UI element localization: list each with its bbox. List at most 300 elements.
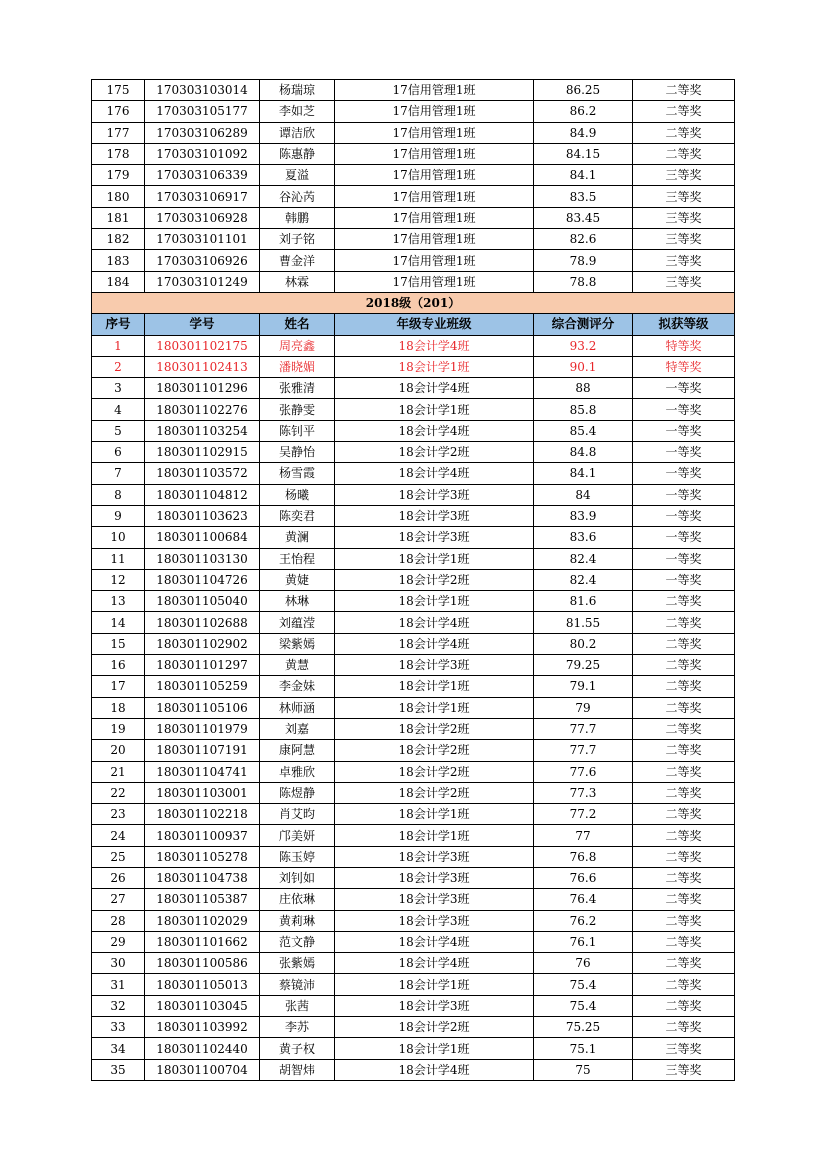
score-cell: 80.2 [534,633,633,654]
award-level-cell: 二等奖 [633,101,735,122]
score-cell: 79 [534,697,633,718]
name-cell: 庄依琳 [260,889,335,910]
score-cell: 75.1 [534,1038,633,1059]
table-row [92,356,735,377]
table-row [92,740,735,761]
student-id-cell: 180301104741 [145,761,260,782]
name-cell: 黄婕 [260,569,335,590]
table-row [92,548,735,569]
student-id-cell: 170303106928 [145,207,260,228]
name-cell: 谷沁芮 [260,186,335,207]
student-id-cell: 180301100586 [145,953,260,974]
seq-cell: 3 [92,378,145,399]
score-cell: 75.4 [534,995,633,1016]
award-table-body [92,80,735,1081]
award-level-cell: 二等奖 [633,974,735,995]
name-cell: 林琳 [260,591,335,612]
award-level-cell: 三等奖 [633,165,735,186]
seq-cell: 27 [92,889,145,910]
seq-cell: 21 [92,761,145,782]
award-level-cell: 二等奖 [633,782,735,803]
name-cell: 林霖 [260,271,335,292]
name-cell: 李苏 [260,1017,335,1038]
table-row [92,931,735,952]
class-cell: 18会计学3班 [335,910,534,931]
student-id-cell: 180301103045 [145,995,260,1016]
award-level-cell: 二等奖 [633,655,735,676]
student-id-cell: 180301107191 [145,740,260,761]
class-cell: 18会计学1班 [335,548,534,569]
table-row [92,442,735,463]
table-row [92,995,735,1016]
class-cell: 18会计学1班 [335,1038,534,1059]
name-cell: 周亮鑫 [260,335,335,356]
score-cell: 93.2 [534,335,633,356]
score-cell: 77.6 [534,761,633,782]
table-row [92,569,735,590]
score-cell: 81.55 [534,612,633,633]
name-cell: 胡智炜 [260,1059,335,1080]
score-cell: 84.1 [534,165,633,186]
table-row [92,867,735,888]
class-cell: 17信用管理1班 [335,143,534,164]
class-cell: 17信用管理1班 [335,165,534,186]
seq-cell: 26 [92,867,145,888]
table-row [92,846,735,867]
student-id-cell: 180301102029 [145,910,260,931]
award-level-cell: 二等奖 [633,995,735,1016]
score-cell: 83.5 [534,186,633,207]
award-level-cell: 二等奖 [633,80,735,101]
class-cell: 18会计学1班 [335,676,534,697]
seq-cell: 31 [92,974,145,995]
score-cell: 76 [534,953,633,974]
class-cell: 17信用管理1班 [335,250,534,271]
award-level-cell: 一等奖 [633,505,735,526]
table-row [92,122,735,143]
table-row [92,527,735,548]
award-level-cell: 二等奖 [633,143,735,164]
name-cell: 陈钊平 [260,420,335,441]
name-cell: 陈玉婷 [260,846,335,867]
student-id-cell: 170303106917 [145,186,260,207]
name-cell: 夏溢 [260,165,335,186]
name-cell: 刘钊如 [260,867,335,888]
name-cell: 梁紫嫣 [260,633,335,654]
student-id-cell: 180301103623 [145,505,260,526]
award-level-cell: 二等奖 [633,825,735,846]
student-id-header: 学号 [145,314,260,335]
name-cell: 林师涵 [260,697,335,718]
table-header-row [92,314,735,335]
class-cell: 18会计学4班 [335,633,534,654]
award-level-cell: 特等奖 [633,356,735,377]
score-cell: 84.9 [534,122,633,143]
name-cell: 陈惠静 [260,143,335,164]
student-id-cell: 180301105040 [145,591,260,612]
student-id-cell: 180301103130 [145,548,260,569]
class-cell: 18会计学4班 [335,378,534,399]
name-cell: 蔡镜沛 [260,974,335,995]
seq-cell: 35 [92,1059,145,1080]
student-id-cell: 180301102175 [145,335,260,356]
award-level-cell: 一等奖 [633,399,735,420]
student-id-cell: 180301105013 [145,974,260,995]
name-cell: 刘蕴滢 [260,612,335,633]
seq-cell: 2 [92,356,145,377]
table-row [92,229,735,250]
class-cell: 18会计学1班 [335,399,534,420]
student-id-cell: 180301102276 [145,399,260,420]
student-id-cell: 180301100684 [145,527,260,548]
student-id-cell: 180301102218 [145,804,260,825]
seq-cell: 180 [92,186,145,207]
score-cell: 75.25 [534,1017,633,1038]
student-id-cell: 180301104726 [145,569,260,590]
class-cell: 18会计学4班 [335,463,534,484]
score-cell: 76.8 [534,846,633,867]
seq-cell: 8 [92,484,145,505]
student-id-cell: 180301101297 [145,655,260,676]
seq-cell: 28 [92,910,145,931]
student-id-cell: 180301102902 [145,633,260,654]
table-row [92,804,735,825]
award-level-cell: 二等奖 [633,889,735,910]
section-title-row [92,292,735,313]
student-id-cell: 180301105278 [145,846,260,867]
student-id-cell: 180301105259 [145,676,260,697]
score-cell: 76.6 [534,867,633,888]
class-cell: 18会计学1班 [335,974,534,995]
seq-cell: 29 [92,931,145,952]
score-cell: 79.25 [534,655,633,676]
score-cell: 85.4 [534,420,633,441]
student-id-cell: 180301105106 [145,697,260,718]
seq-cell: 34 [92,1038,145,1059]
class-cell: 17信用管理1班 [335,80,534,101]
award-level-cell: 二等奖 [633,953,735,974]
table-row [92,271,735,292]
table-row [92,761,735,782]
seq-cell: 25 [92,846,145,867]
name-cell: 康阿慧 [260,740,335,761]
table-row [92,697,735,718]
class-cell: 17信用管理1班 [335,186,534,207]
name-cell: 陈煜静 [260,782,335,803]
section-title: 2018级（201） [92,292,735,313]
seq-cell: 176 [92,101,145,122]
score-cell: 75 [534,1059,633,1080]
name-cell: 刘子铭 [260,229,335,250]
seq-cell: 5 [92,420,145,441]
seq-cell: 16 [92,655,145,676]
class-header: 年级专业班级 [335,314,534,335]
seq-header: 序号 [92,314,145,335]
score-cell: 84.1 [534,463,633,484]
table-row [92,655,735,676]
name-cell: 曹金洋 [260,250,335,271]
seq-cell: 17 [92,676,145,697]
class-cell: 18会计学1班 [335,697,534,718]
award-level-cell: 特等奖 [633,335,735,356]
score-cell: 77.2 [534,804,633,825]
seq-cell: 19 [92,718,145,739]
name-cell: 吴静怡 [260,442,335,463]
seq-cell: 33 [92,1017,145,1038]
student-id-cell: 170303101249 [145,271,260,292]
name-cell: 李金妹 [260,676,335,697]
name-cell: 谭洁欣 [260,122,335,143]
score-cell: 75.4 [534,974,633,995]
table-row [92,1017,735,1038]
name-cell: 杨瑞琼 [260,80,335,101]
name-cell: 肖艾昀 [260,804,335,825]
award-level-cell: 二等奖 [633,718,735,739]
award-level-cell: 二等奖 [633,740,735,761]
award-level-cell: 三等奖 [633,1038,735,1059]
table-row [92,250,735,271]
class-cell: 18会计学2班 [335,442,534,463]
seq-cell: 181 [92,207,145,228]
seq-cell: 14 [92,612,145,633]
class-cell: 18会计学2班 [335,1017,534,1038]
award-level-cell: 二等奖 [633,867,735,888]
score-cell: 84.15 [534,143,633,164]
class-cell: 18会计学2班 [335,718,534,739]
name-cell: 张紫嫣 [260,953,335,974]
score-cell: 76.1 [534,931,633,952]
score-cell: 84.8 [534,442,633,463]
seq-cell: 184 [92,271,145,292]
name-cell: 李如芝 [260,101,335,122]
seq-cell: 7 [92,463,145,484]
award-level-cell: 二等奖 [633,846,735,867]
seq-cell: 18 [92,697,145,718]
name-header: 姓名 [260,314,335,335]
seq-cell: 175 [92,80,145,101]
name-cell: 杨雪霞 [260,463,335,484]
student-id-cell: 180301104738 [145,867,260,888]
class-cell: 18会计学2班 [335,740,534,761]
award-level-cell: 二等奖 [633,122,735,143]
seq-cell: 11 [92,548,145,569]
award-level-cell: 一等奖 [633,569,735,590]
seq-cell: 20 [92,740,145,761]
table-row [92,591,735,612]
award-level-cell: 一等奖 [633,548,735,569]
table-row [92,484,735,505]
student-id-cell: 180301102915 [145,442,260,463]
seq-cell: 22 [92,782,145,803]
table-row [92,889,735,910]
award-level-cell: 二等奖 [633,931,735,952]
class-cell: 18会计学1班 [335,591,534,612]
table-row [92,633,735,654]
score-cell: 84 [534,484,633,505]
class-cell: 17信用管理1班 [335,207,534,228]
student-id-cell: 170303106339 [145,165,260,186]
class-cell: 18会计学3班 [335,505,534,526]
table-row [92,186,735,207]
award-level-cell: 二等奖 [633,1017,735,1038]
score-cell: 88 [534,378,633,399]
score-header: 综合测评分 [534,314,633,335]
table-row [92,718,735,739]
table-row [92,143,735,164]
award-level-cell: 三等奖 [633,1059,735,1080]
score-cell: 83.6 [534,527,633,548]
table-row [92,378,735,399]
class-cell: 18会计学2班 [335,761,534,782]
table-row [92,676,735,697]
seq-cell: 9 [92,505,145,526]
class-cell: 18会计学4班 [335,612,534,633]
name-cell: 范文静 [260,931,335,952]
student-id-cell: 180301101979 [145,718,260,739]
table-row [92,974,735,995]
student-id-cell: 180301104812 [145,484,260,505]
student-id-cell: 170303106289 [145,122,260,143]
name-cell: 张茜 [260,995,335,1016]
class-cell: 18会计学4班 [335,931,534,952]
name-cell: 韩鹏 [260,207,335,228]
name-cell: 刘嘉 [260,718,335,739]
seq-cell: 13 [92,591,145,612]
class-cell: 17信用管理1班 [335,271,534,292]
score-cell: 83.9 [534,505,633,526]
name-cell: 张静雯 [260,399,335,420]
name-cell: 卓雅欣 [260,761,335,782]
name-cell: 黄子权 [260,1038,335,1059]
seq-cell: 10 [92,527,145,548]
award-level-cell: 一等奖 [633,378,735,399]
score-cell: 77 [534,825,633,846]
class-cell: 18会计学4班 [335,420,534,441]
seq-cell: 32 [92,995,145,1016]
student-id-cell: 180301101662 [145,931,260,952]
table-row [92,612,735,633]
class-cell: 18会计学4班 [335,335,534,356]
name-cell: 杨曦 [260,484,335,505]
table-row [92,165,735,186]
table-row [92,101,735,122]
award-level-cell: 二等奖 [633,676,735,697]
class-cell: 18会计学1班 [335,356,534,377]
class-cell: 18会计学3班 [335,995,534,1016]
table-row [92,335,735,356]
class-cell: 18会计学3班 [335,484,534,505]
class-cell: 18会计学3班 [335,867,534,888]
seq-cell: 178 [92,143,145,164]
score-cell: 82.4 [534,569,633,590]
table-row [92,399,735,420]
class-cell: 18会计学3班 [335,527,534,548]
student-id-cell: 170303103014 [145,80,260,101]
class-cell: 17信用管理1班 [335,122,534,143]
class-cell: 18会计学4班 [335,953,534,974]
class-cell: 18会计学4班 [335,1059,534,1080]
class-cell: 18会计学1班 [335,804,534,825]
student-id-cell: 180301100704 [145,1059,260,1080]
student-id-cell: 180301103254 [145,420,260,441]
name-cell: 黄慧 [260,655,335,676]
class-cell: 18会计学3班 [335,655,534,676]
award-table [91,79,735,1081]
score-cell: 77.7 [534,740,633,761]
award-level-cell: 三等奖 [633,229,735,250]
student-id-cell: 180301100937 [145,825,260,846]
seq-cell: 30 [92,953,145,974]
table-row [92,1059,735,1080]
award-level-cell: 二等奖 [633,697,735,718]
score-cell: 79.1 [534,676,633,697]
score-cell: 81.6 [534,591,633,612]
class-cell: 18会计学2班 [335,569,534,590]
student-id-cell: 180301101296 [145,378,260,399]
table-row [92,420,735,441]
table-row [92,910,735,931]
score-cell: 86.2 [534,101,633,122]
table-row [92,825,735,846]
award-level-cell: 三等奖 [633,271,735,292]
name-cell: 黄澜 [260,527,335,548]
award-level-cell: 二等奖 [633,633,735,654]
score-cell: 82.4 [534,548,633,569]
student-id-cell: 180301103572 [145,463,260,484]
seq-cell: 4 [92,399,145,420]
award-level-cell: 三等奖 [633,250,735,271]
table-row [92,80,735,101]
award-level-cell: 一等奖 [633,484,735,505]
award-level-cell: 二等奖 [633,591,735,612]
table-row [92,782,735,803]
score-cell: 78.9 [534,250,633,271]
name-cell: 陈奕君 [260,505,335,526]
seq-cell: 15 [92,633,145,654]
student-id-cell: 170303105177 [145,101,260,122]
score-cell: 90.1 [534,356,633,377]
student-id-cell: 170303101092 [145,143,260,164]
class-cell: 18会计学3班 [335,889,534,910]
class-cell: 18会计学1班 [335,825,534,846]
award-level-cell: 二等奖 [633,910,735,931]
seq-cell: 6 [92,442,145,463]
seq-cell: 23 [92,804,145,825]
class-cell: 17信用管理1班 [335,101,534,122]
award-level-cell: 一等奖 [633,442,735,463]
student-id-cell: 180301103001 [145,782,260,803]
table-row [92,953,735,974]
seq-cell: 12 [92,569,145,590]
award-level-cell: 一等奖 [633,463,735,484]
score-cell: 85.8 [534,399,633,420]
student-id-cell: 180301103992 [145,1017,260,1038]
score-cell: 76.4 [534,889,633,910]
score-cell: 76.2 [534,910,633,931]
name-cell: 潘晓媚 [260,356,335,377]
award-level-cell: 一等奖 [633,527,735,548]
award-level-cell: 二等奖 [633,804,735,825]
class-cell: 18会计学3班 [335,846,534,867]
student-id-cell: 170303106926 [145,250,260,271]
name-cell: 黄莉琳 [260,910,335,931]
award-level-cell: 一等奖 [633,420,735,441]
class-cell: 17信用管理1班 [335,229,534,250]
award-level-cell: 二等奖 [633,761,735,782]
award-level-cell: 三等奖 [633,186,735,207]
score-cell: 77.7 [534,718,633,739]
student-id-cell: 180301102413 [145,356,260,377]
